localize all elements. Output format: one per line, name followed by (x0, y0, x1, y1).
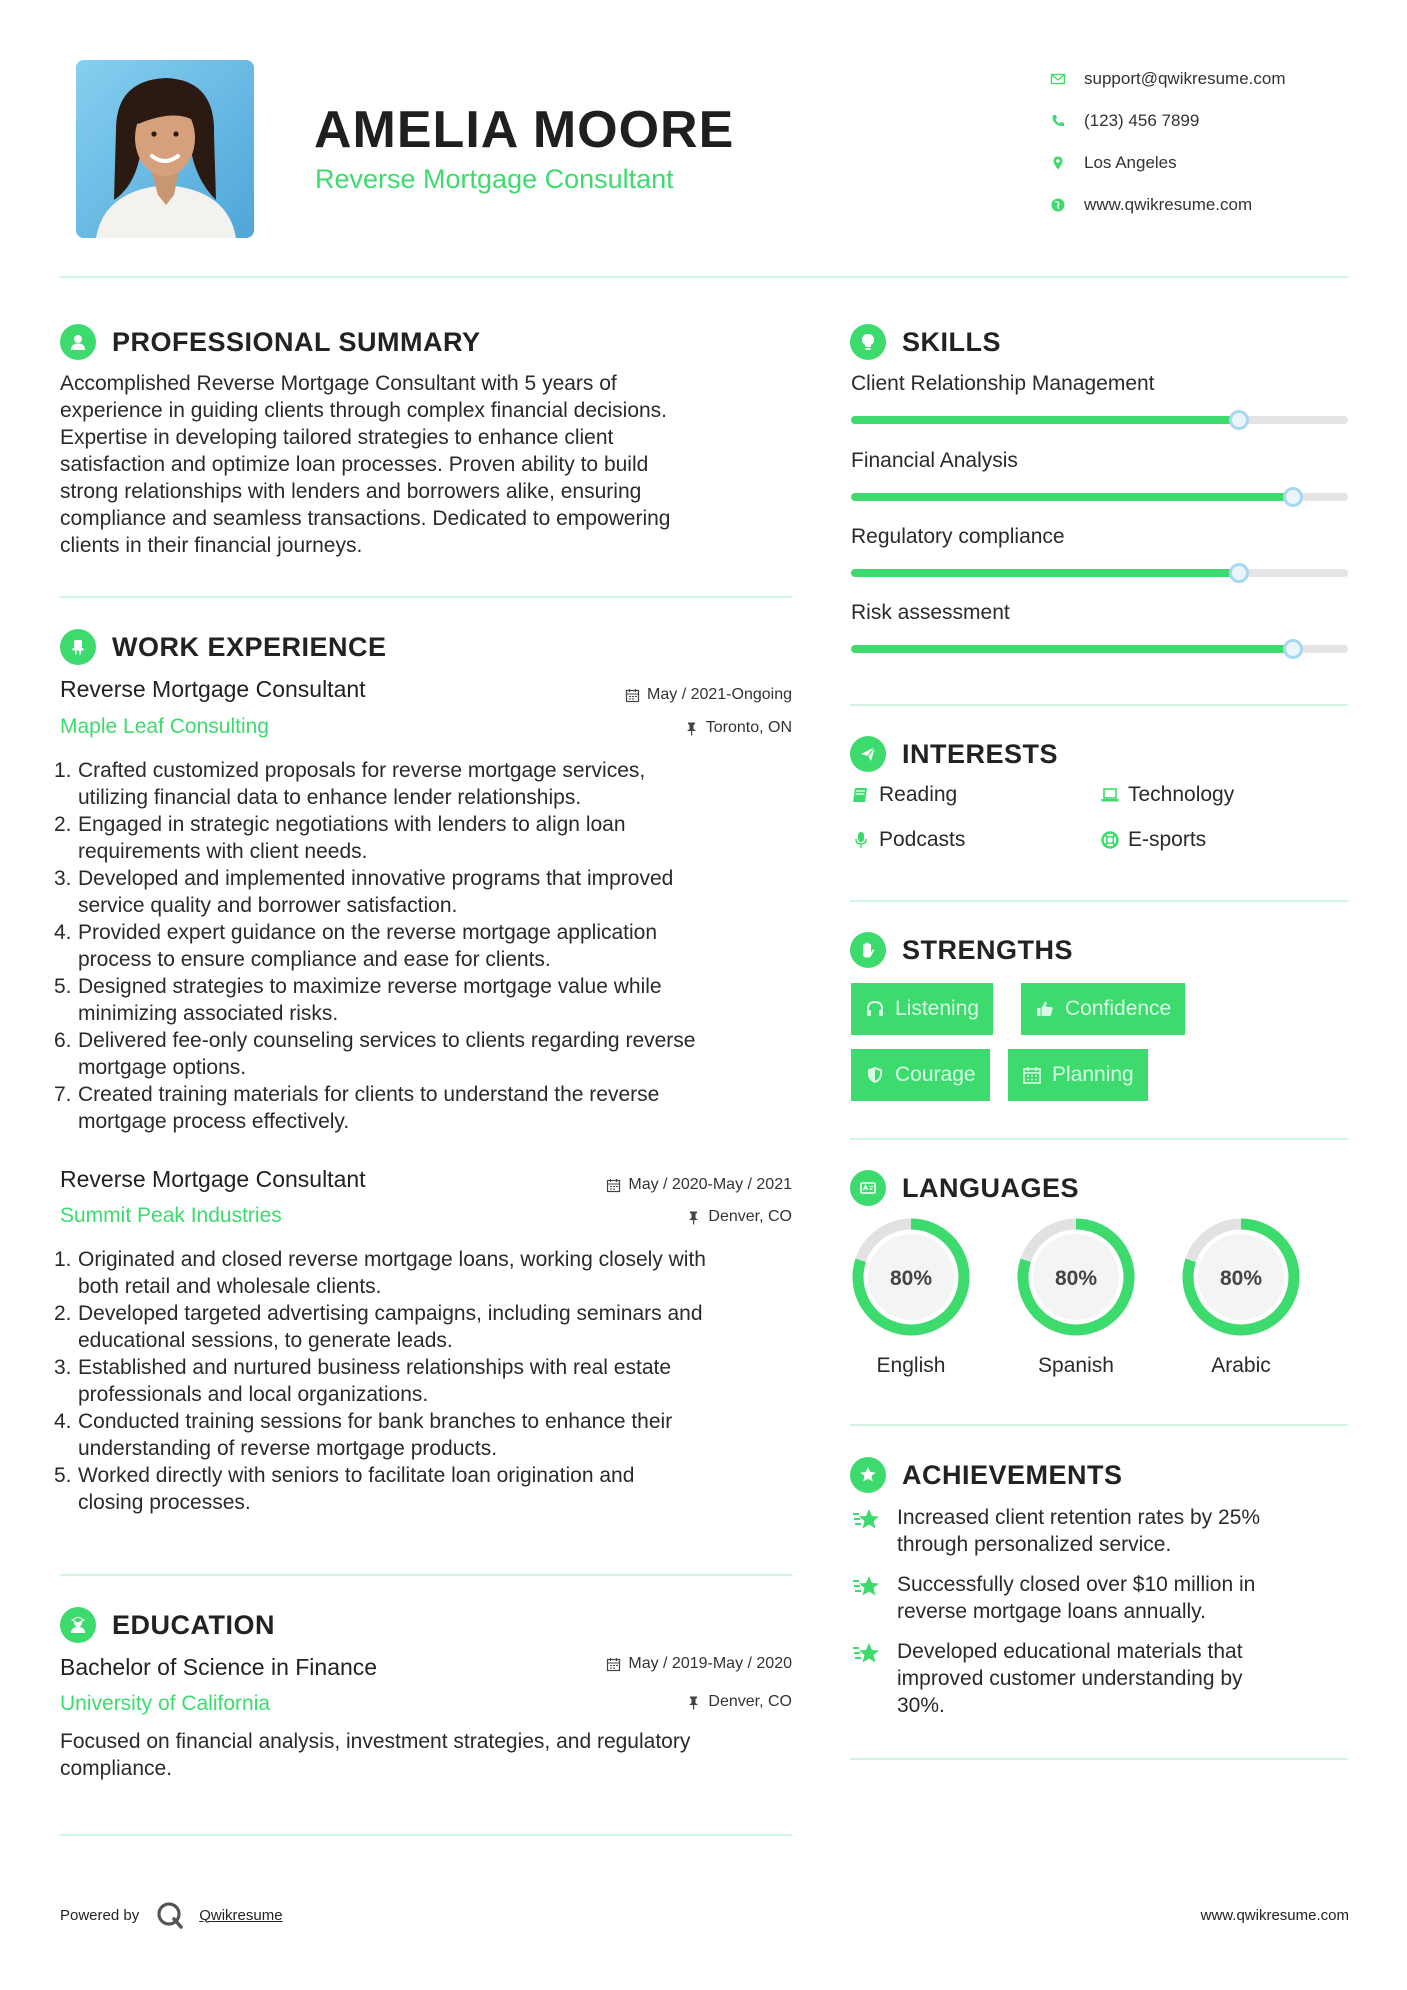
contact-website-text: www.qwikresume.com (1084, 195, 1253, 214)
skill-bar (851, 569, 1348, 577)
headphones-icon (865, 999, 885, 1019)
section-divider (850, 1424, 1348, 1426)
skill-bar (851, 416, 1348, 424)
summary-text (60, 370, 800, 559)
list-item: 3. Developed and implemented innovative programs that improved service quality and borrower satisfaction. (54, 867, 674, 917)
list-item: 4. Conducted training sessions for bank branches to enhance their understanding of reverse mortgage products. (54, 1410, 673, 1460)
header-divider (60, 276, 1348, 278)
language-ring (850, 1216, 972, 1338)
section-divider (60, 1834, 792, 1836)
lifebuoy-icon (1100, 830, 1128, 850)
skill-bar-fill (851, 416, 1239, 424)
strength-chip-planning: Planning (1008, 1049, 1148, 1101)
summary-line: Accomplished Reverse Mortgage Consultant with 5 years of (60, 372, 617, 395)
qwikresume-link[interactable]: Qwikresume (199, 1906, 283, 1924)
qwikresume-logo-icon (155, 1900, 185, 1930)
skill-name: Regulatory compliance (851, 525, 1065, 548)
job-location (686, 1208, 792, 1226)
job-date (606, 1176, 792, 1194)
summary-title: PROFESSIONAL SUMMARY (112, 326, 481, 357)
skills-title: SKILLS (902, 326, 1002, 357)
list-item: 6. Delivered fee-only counseling services to clients regarding reverse mortgage options. (54, 1029, 696, 1079)
summary-line: clients in their financial journeys. (60, 534, 363, 557)
skills-heading (850, 324, 1001, 360)
language-ring (1180, 1216, 1302, 1338)
envelope-icon (1050, 71, 1084, 87)
contact-email-text: support@qwikresume.com (1084, 69, 1286, 88)
education-date (606, 1655, 792, 1673)
globe-icon (1050, 197, 1084, 213)
job-company: Summit Peak Industries (60, 1204, 282, 1227)
contact-phone-text: (123) 456 7899 (1084, 111, 1200, 130)
education-date-text: May / 2019-May / 2020 (628, 1655, 792, 1672)
achievements-title: ACHIEVEMENTS (902, 1459, 1123, 1490)
skill-bar-fill (851, 645, 1293, 653)
strength-chip-courage: Courage (851, 1049, 990, 1101)
language-percent: 80% (1054, 1267, 1098, 1290)
pushpin-icon (686, 1210, 701, 1225)
section-divider (850, 704, 1348, 706)
microphone-icon (851, 830, 879, 850)
phone-icon (1050, 113, 1084, 129)
profile-photo (76, 60, 254, 238)
language-percent: 80% (889, 1267, 933, 1290)
education-heading (60, 1607, 275, 1643)
contact-email[interactable] (1050, 58, 1286, 100)
interest-podcasts: Podcasts (851, 828, 965, 852)
language-name: Arabic (1211, 1354, 1271, 1377)
languages-heading (850, 1170, 1079, 1206)
summary-line: satisfaction and optimize loan processes. Proven ability to build (60, 453, 649, 476)
summary-line: strong relationships with lenders and borrowers alike, ensuring (60, 480, 642, 503)
skill-bar-knob (1283, 639, 1303, 659)
skill-bar-fill (851, 569, 1239, 577)
list-item: 2. Engaged in strategic negotiations with lenders to align loan requirements with client needs. (54, 813, 626, 863)
summary-heading (60, 324, 481, 360)
list-item: 1. Crafted customized proposals for reverse mortgage services, utilizing financial data to enhance lender relationships. (54, 759, 646, 809)
achievement-item: Successfully closed over $10 million in reverse mortgage loans annually. (851, 1571, 1351, 1625)
education-location (686, 1693, 792, 1711)
summary-line: experience in guiding clients through complex financial decisions. (60, 399, 668, 422)
language-english (850, 1216, 972, 1378)
achievement-item: Developed educational materials that improved customer understanding by 30%. (851, 1638, 1351, 1719)
job-date-text: May / 2020-May / 2021 (628, 1176, 792, 1193)
portrait-image (76, 60, 254, 238)
education-description: Focused on financial analysis, investment strategies, and regulatory compliance. (60, 1730, 691, 1780)
skill-name: Risk assessment (851, 601, 1010, 624)
list-item: 2. Developed targeted advertising campaigns, including seminars and educational sessions, to generate leads. (54, 1302, 703, 1352)
language-name: Spanish (1038, 1354, 1114, 1377)
contact-list (1050, 58, 1286, 226)
experience-title: WORK EXPERIENCE (112, 631, 387, 662)
list-item: 7. Created training materials for clients to understand the reverse mortgage process effectively. (54, 1083, 660, 1133)
skill-bar-knob (1229, 563, 1249, 583)
star-icon (851, 1504, 883, 1536)
star-badge-icon (850, 1457, 886, 1493)
education-location-text: Denver, CO (708, 1693, 792, 1710)
skill-bar (851, 645, 1348, 653)
id-card-icon (850, 1170, 886, 1206)
list-item: 1. Originated and closed reverse mortgage loans, working closely with both retail and wholesale clients. (54, 1248, 706, 1298)
skill-bar-knob (1283, 487, 1303, 507)
candidate-title: Reverse Mortgage Consultant (315, 164, 674, 194)
interest-reading: Reading (851, 783, 957, 807)
list-item: 4. Provided expert guidance on the reverse mortgage application process to ensure compliance and ease for clients. (54, 921, 658, 971)
job-company: Maple Leaf Consulting (60, 715, 269, 738)
job-bullets (54, 757, 810, 1135)
interest-technology: Technology (1100, 783, 1234, 807)
laptop-icon (1100, 785, 1128, 805)
strength-chip-confidence: Confidence (1021, 983, 1185, 1035)
job-location-text: Toronto, ON (705, 719, 792, 736)
skill-name: Client Relationship Management (851, 372, 1155, 395)
job-location-text: Denver, CO (708, 1208, 792, 1225)
shield-icon (865, 1065, 885, 1085)
education-title: EDUCATION (112, 1609, 275, 1640)
skill-bar-fill (851, 493, 1293, 501)
summary-line: compliance and seamless transactions. Dedicated to empowering (60, 507, 671, 530)
calendar-icon (1022, 1065, 1042, 1085)
calendar-icon (625, 688, 640, 703)
book-icon (851, 785, 879, 805)
pushpin-icon (686, 1695, 701, 1710)
section-divider (60, 1574, 792, 1576)
skill-name: Financial Analysis (851, 449, 1018, 472)
strength-chip-listening: Listening (851, 983, 993, 1035)
calendar-icon (606, 1657, 621, 1672)
contact-location-text: Los Angeles (1084, 153, 1177, 172)
school-name: University of California (60, 1692, 271, 1715)
language-arabic (1180, 1216, 1302, 1378)
achievements-heading (850, 1457, 1123, 1493)
job-title: Reverse Mortgage Consultant (60, 1166, 366, 1192)
job-bullets (54, 1246, 810, 1516)
section-divider (60, 596, 792, 598)
candidate-name: AMELIA MOORE (314, 101, 735, 159)
interests-title: INTERESTS (902, 738, 1059, 769)
hand-icon (850, 932, 886, 968)
contact-location (1050, 142, 1286, 184)
summary-line: Expertise in developing tailored strategies to enhance client (60, 426, 614, 449)
contact-website[interactable] (1050, 184, 1286, 226)
paper-plane-icon (850, 736, 886, 772)
pushpin-icon (684, 721, 699, 736)
footer-website[interactable]: www.qwikresume.com (1200, 1907, 1349, 1924)
interest-esports: E-sports (1100, 828, 1206, 852)
powered-by-text: Powered by (60, 1906, 140, 1924)
strengths-title: STRENGTHS (902, 934, 1074, 965)
thumbs-up-icon (1035, 999, 1055, 1019)
language-spanish (1015, 1216, 1137, 1378)
list-item: 5. Worked directly with seniors to facilitate loan origination and closing processes. (54, 1464, 635, 1514)
language-ring (1015, 1216, 1137, 1338)
graduate-icon (60, 1607, 96, 1643)
job-date (625, 686, 792, 704)
job-date-text: May / 2021-Ongoing (647, 686, 792, 703)
degree-title: Bachelor of Science in Finance (60, 1654, 378, 1680)
strengths-heading (850, 932, 1073, 968)
job-title: Reverse Mortgage Consultant (60, 676, 366, 702)
lightbulb-icon (850, 324, 886, 360)
language-name: English (876, 1354, 946, 1377)
language-percent: 80% (1219, 1267, 1263, 1290)
interests-heading (850, 736, 1058, 772)
skill-bar (851, 493, 1348, 501)
experience-heading (60, 629, 387, 665)
languages-title: LANGUAGES (902, 1172, 1080, 1203)
skill-bar-knob (1229, 410, 1249, 430)
map-pin-icon (1050, 155, 1084, 171)
user-icon (60, 324, 96, 360)
calendar-icon (606, 1178, 621, 1193)
contact-phone[interactable] (1050, 100, 1286, 142)
job-location (684, 719, 792, 737)
section-divider (850, 900, 1348, 902)
list-item: 5. Designed strategies to maximize reverse mortgage value while minimizing associated risks. (54, 975, 662, 1025)
section-divider (850, 1758, 1348, 1760)
section-divider (850, 1138, 1348, 1140)
list-item: 3. Established and nurtured business relationships with real estate professionals and local organizations. (54, 1356, 672, 1406)
achievement-item: Increased client retention rates by 25% through personalized service. (851, 1504, 1351, 1558)
footer-powered-by (60, 1900, 283, 1930)
star-icon (851, 1638, 883, 1670)
star-icon (851, 1571, 883, 1603)
chair-icon (60, 629, 96, 665)
